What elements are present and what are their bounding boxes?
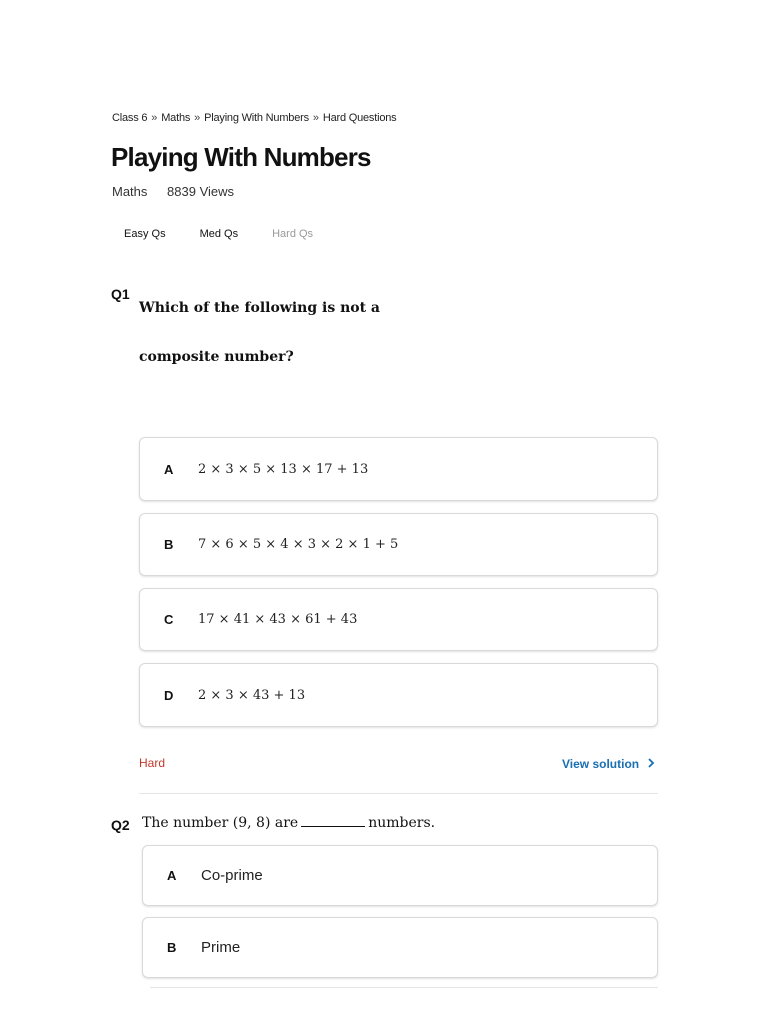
option-letter: C — [164, 612, 174, 627]
blank-line — [301, 826, 365, 827]
option-a[interactable] — [139, 437, 658, 501]
option-text: 2 × 3 × 43 + 13 — [198, 687, 306, 703]
breadcrumb-separator: » — [312, 112, 319, 124]
option-b[interactable] — [139, 513, 658, 576]
option-d[interactable] — [139, 663, 658, 727]
option-text: 2 × 3 × 5 × 13 × 17 + 13 — [198, 461, 369, 477]
divider — [139, 793, 658, 794]
option-text: Prime — [201, 939, 241, 956]
view-solution-label: View solution — [562, 756, 640, 771]
breadcrumb-subject[interactable]: Maths — [161, 112, 191, 124]
tab-easy[interactable]: Easy Qs — [124, 228, 166, 240]
chevron-right-icon — [647, 756, 655, 771]
page-title: Playing With Numbers — [111, 142, 371, 172]
question-text-before: The number (9, 8) are — [142, 815, 299, 831]
views-count: 8839 Views — [167, 184, 235, 199]
subject-label: Maths — [112, 184, 148, 199]
question-text — [142, 815, 435, 831]
option-letter: B — [167, 940, 177, 955]
difficulty-badge: Hard — [139, 756, 166, 770]
option-letter: B — [164, 537, 174, 552]
option-letter: A — [164, 461, 174, 477]
breadcrumb — [112, 112, 396, 124]
difficulty-tabs — [124, 228, 347, 240]
question-number: Q1 — [111, 286, 130, 302]
option-b[interactable] — [142, 917, 658, 978]
option-text: 7 × 6 × 5 × 4 × 3 × 2 × 1 + 5 — [198, 537, 399, 552]
tab-hard[interactable]: Hard Qs — [272, 228, 314, 240]
view-solution-link[interactable] — [562, 756, 655, 771]
breadcrumb-separator: » — [194, 112, 201, 124]
option-a[interactable] — [142, 845, 658, 906]
breadcrumb-class[interactable]: Class 6 — [112, 112, 148, 124]
option-text: 17 × 41 × 43 × 61 + 43 — [198, 612, 358, 627]
breadcrumb-chapter[interactable]: Playing With Numbers — [204, 112, 309, 124]
breadcrumb-separator: » — [151, 112, 158, 124]
option-letter: A — [167, 868, 177, 883]
breadcrumb-current[interactable]: Hard Questions — [322, 112, 397, 124]
question-text-after: numbers. — [368, 815, 436, 831]
page-meta — [112, 184, 234, 199]
question-text: Which of the following is not a composite number? — [139, 300, 381, 365]
option-letter: D — [164, 687, 174, 703]
question-number: Q2 — [111, 817, 130, 833]
option-text: Co-prime — [201, 867, 263, 884]
option-c[interactable] — [139, 588, 658, 651]
divider — [150, 987, 658, 988]
tab-medium[interactable]: Med Qs — [199, 228, 239, 240]
